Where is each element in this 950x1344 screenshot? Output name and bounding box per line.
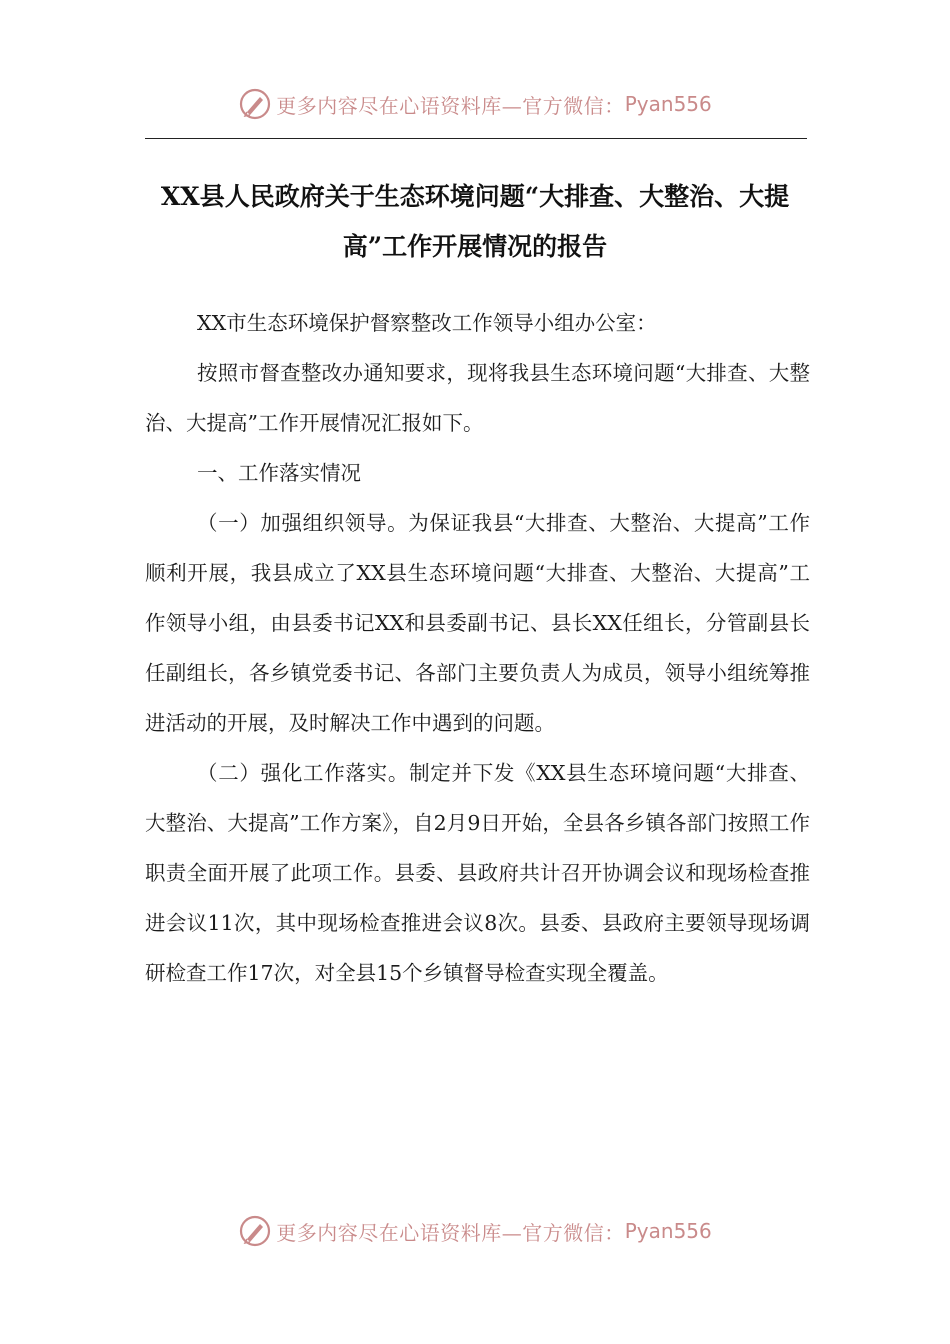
footer-banner	[0, 1211, 950, 1251]
pen-logo-icon	[238, 87, 272, 121]
banner-text: 更多内容尽在心语资料库—官方微信：	[276, 93, 625, 118]
pen-logo-icon	[238, 1214, 272, 1248]
document-title: XX县人民政府关于生态环境问题“大排查、大整治、大提高”工作开展情况的报告	[160, 182, 790, 261]
header-divider	[145, 138, 807, 139]
paragraph-2: （二）强化工作落实。制定并下发《XX县生态环境问题“大排查、大整治、大提高”工作方案》，自2月9日开始，全县各乡镇各部门按照工作职责全面开展了此项工作。县委、县政府共计召开协调会议和现场检查推进会议11次，其中现场检查推进会议8次。县委、县政府主要领导现场调研检查工作17次，对全县15个乡镇督导检查实现全覆盖。	[145, 761, 810, 985]
document-body	[145, 298, 810, 998]
section-heading: 一、工作落实情况	[197, 461, 361, 485]
banner-text: 更多内容尽在心语资料库—官方微信：	[276, 1220, 625, 1245]
banner-wechat-id: Pyan556	[624, 1219, 712, 1243]
paragraph-1: （一）加强组织领导。为保证我县“大排查、大整治、大提高”工作顺利开展，我县成立了XX县生态环境问题“大排查、大整治、大提高”工作领导小组，由县委书记XX和县委副书记、县长XX任组长，分管副县长任副组长，各乡镇党委书记、各部门主要负责人为成员，领导小组统筹推进活动的开展，及时解决工作中遇到的问题。	[145, 511, 810, 735]
intro-paragraph: 按照市督查整改办通知要求，现将我县生态环境问题“大排查、大整治、大提高”工作开展情况汇报如下。	[145, 361, 810, 435]
addressee: XX市生态环境保护督察整改工作领导小组办公室：	[197, 311, 657, 335]
banner-wechat-id: Pyan556	[624, 92, 712, 116]
header-banner	[0, 84, 950, 124]
